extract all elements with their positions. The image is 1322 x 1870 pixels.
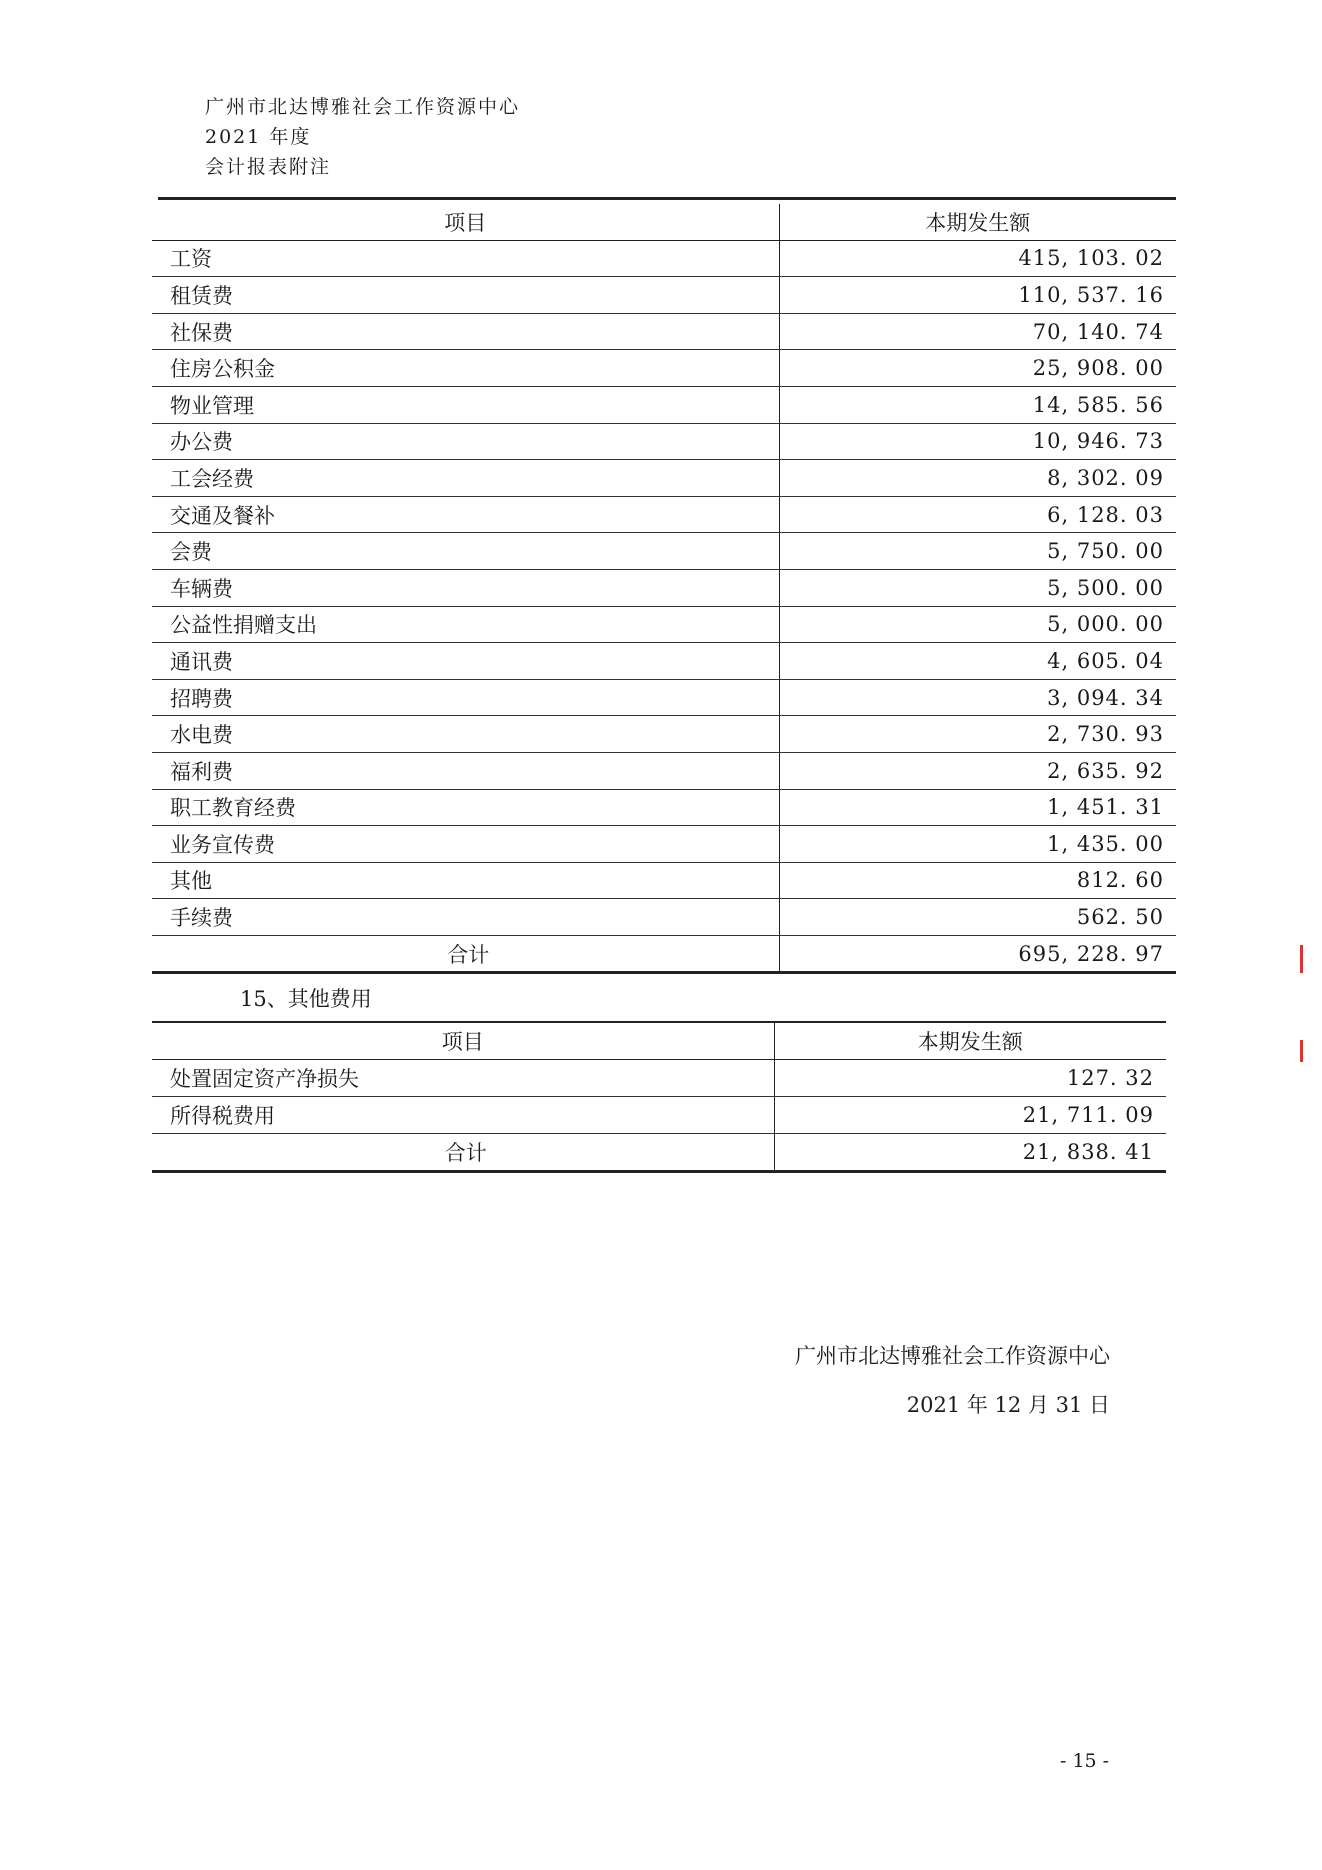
column-header-amount: 本期发生额 <box>774 1023 1166 1060</box>
row-item: 招聘费 <box>152 679 779 716</box>
row-item: 所得税费用 <box>152 1097 774 1134</box>
table-row <box>152 496 1176 533</box>
total-row <box>152 935 1176 973</box>
row-item: 工资 <box>152 240 779 277</box>
other-expense-table <box>152 1023 1166 1173</box>
table-row <box>152 679 1176 716</box>
row-amount: 6, 128. 03 <box>779 496 1176 533</box>
table-row <box>152 533 1176 570</box>
table-row <box>152 423 1176 460</box>
signature-date: 2021 年 12 月 31 日 <box>906 1393 1110 1417</box>
column-header-amount: 本期发生额 <box>779 204 1176 240</box>
table-row <box>152 313 1176 350</box>
total-row <box>152 1134 1166 1172</box>
total-amount: 21, 838. 41 <box>774 1134 1166 1172</box>
row-amount: 127. 32 <box>774 1060 1166 1097</box>
table-row <box>152 643 1176 680</box>
row-item: 租赁费 <box>152 277 779 314</box>
row-amount: 1, 451. 31 <box>779 789 1176 826</box>
row-item: 交通及餐补 <box>152 496 779 533</box>
row-item: 社保费 <box>152 313 779 350</box>
total-label: 合计 <box>152 935 779 973</box>
row-amount: 4, 605. 04 <box>779 643 1176 680</box>
stamp-edge-mark <box>1300 1040 1303 1062</box>
header-doc-title: 会计报表附注 <box>205 156 332 178</box>
total-label: 合计 <box>152 1134 774 1172</box>
row-item: 公益性捐赠支出 <box>152 606 779 643</box>
row-amount: 21, 711. 09 <box>774 1097 1166 1134</box>
row-item: 车辆费 <box>152 569 779 606</box>
row-amount: 812. 60 <box>779 862 1176 899</box>
row-amount: 3, 094. 34 <box>779 679 1176 716</box>
table-row <box>152 826 1176 863</box>
table-row <box>152 716 1176 753</box>
section-15-title: 15、其他费用 <box>240 987 372 1011</box>
row-amount: 70, 140. 74 <box>779 313 1176 350</box>
row-item: 职工教育经费 <box>152 789 779 826</box>
table-header-row <box>152 204 1176 240</box>
row-amount: 1, 435. 00 <box>779 826 1176 863</box>
row-item: 工会经费 <box>152 460 779 497</box>
signature-org: 广州市北达博雅社会工作资源中心 <box>795 1344 1110 1368</box>
table-row <box>152 862 1176 899</box>
row-item: 办公费 <box>152 423 779 460</box>
row-amount: 5, 750. 00 <box>779 533 1176 570</box>
table-row <box>152 606 1176 643</box>
total-amount: 695, 228. 97 <box>779 935 1176 973</box>
row-item: 手续费 <box>152 899 779 936</box>
row-item: 福利费 <box>152 752 779 789</box>
table-header-row <box>152 1023 1166 1060</box>
row-item: 水电费 <box>152 716 779 753</box>
row-amount: 14, 585. 56 <box>779 386 1176 423</box>
row-amount: 10, 946. 73 <box>779 423 1176 460</box>
row-amount: 5, 500. 00 <box>779 569 1176 606</box>
row-item: 物业管理 <box>152 386 779 423</box>
table-row <box>152 899 1176 936</box>
column-header-item: 项目 <box>152 1023 774 1060</box>
row-item: 处置固定资产净损失 <box>152 1060 774 1097</box>
header-divider <box>158 197 1176 200</box>
expense-table <box>152 204 1176 974</box>
table-row <box>152 386 1176 423</box>
column-header-item: 项目 <box>152 204 779 240</box>
stamp-edge-mark <box>1300 945 1303 973</box>
row-amount: 415, 103. 02 <box>779 240 1176 277</box>
row-amount: 562. 50 <box>779 899 1176 936</box>
table-row <box>152 460 1176 497</box>
header-year: 2021 年度 <box>205 126 312 148</box>
row-amount: 5, 000. 00 <box>779 606 1176 643</box>
row-item: 业务宣传费 <box>152 826 779 863</box>
table-row <box>152 240 1176 277</box>
row-item: 通讯费 <box>152 643 779 680</box>
table-row <box>152 1097 1166 1134</box>
row-item: 其他 <box>152 862 779 899</box>
row-amount: 2, 730. 93 <box>779 716 1176 753</box>
table-row <box>152 350 1176 387</box>
row-amount: 110, 537. 16 <box>779 277 1176 314</box>
document-header <box>205 92 520 182</box>
row-item: 会费 <box>152 533 779 570</box>
table-row <box>152 1060 1166 1097</box>
table-row <box>152 789 1176 826</box>
row-amount: 2, 635. 92 <box>779 752 1176 789</box>
table-row <box>152 569 1176 606</box>
row-item: 住房公积金 <box>152 350 779 387</box>
table-row <box>152 277 1176 314</box>
table-row <box>152 752 1176 789</box>
row-amount: 8, 302. 09 <box>779 460 1176 497</box>
row-amount: 25, 908. 00 <box>779 350 1176 387</box>
header-org-name: 广州市北达博雅社会工作资源中心 <box>205 96 521 118</box>
page-number: - 15 - <box>1060 1750 1110 1772</box>
